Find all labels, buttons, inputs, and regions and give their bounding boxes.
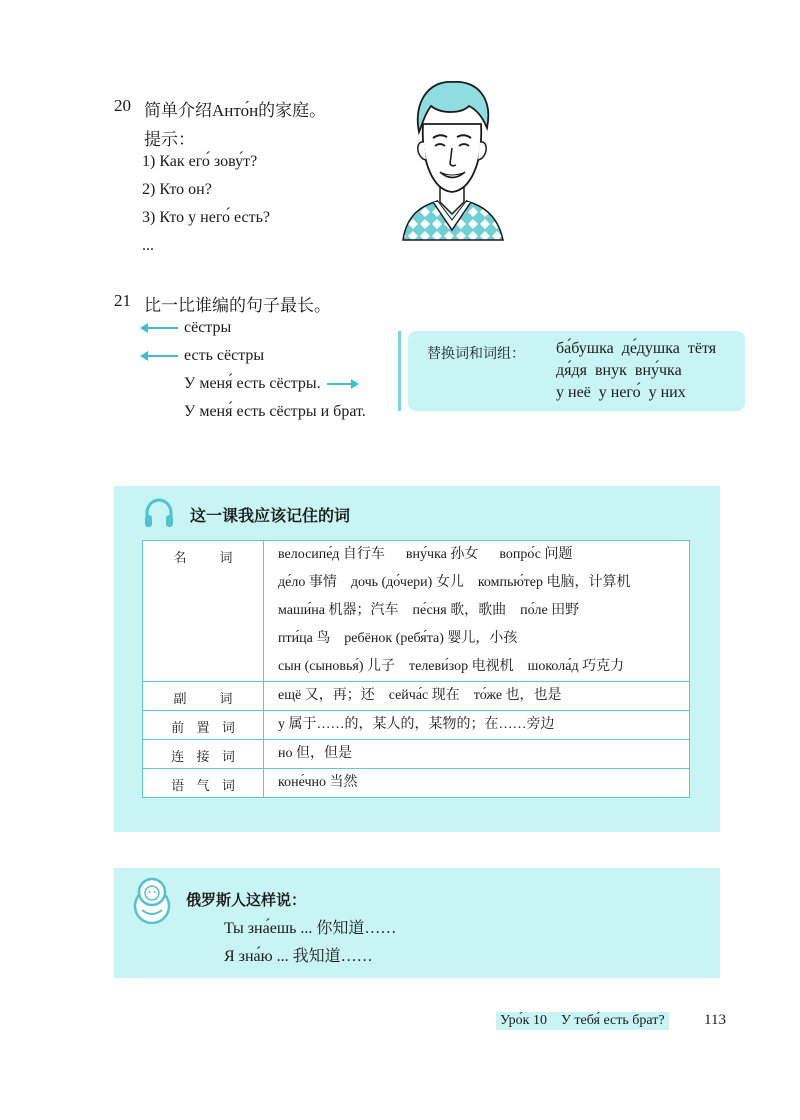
table-row — [143, 740, 690, 769]
vocab-line: но 但，但是 — [278, 746, 352, 761]
vocab-line: велосипе́д 自行车 вну́чка 孙女 вопро́с 问题 — [278, 547, 573, 562]
table-row — [143, 541, 690, 682]
words-cell — [264, 541, 690, 682]
substitution-row-1: ба́бушка де́душка тётя — [556, 340, 717, 357]
category-particle: 语 气 词 — [171, 779, 235, 794]
table-row — [143, 682, 690, 711]
question-20-item-3: 3) Кто у него́ есть? — [142, 209, 270, 226]
sentence-line-3 — [184, 375, 357, 393]
vocab-line: сын (сыновья́) 儿子 телеви́зор 电视机 шокола́д 巧克力 — [278, 659, 625, 674]
arrow-left-icon — [142, 355, 178, 357]
vocab-line: пти́ца 鸟 ребёнок (ребя́та) 婴儿，小孩 — [278, 631, 518, 646]
sentence-line-4: У меня́ есть сёстры и брат. — [184, 403, 366, 420]
substitution-label: 替换词和词组： — [427, 346, 525, 362]
category-adverb: 副 词 — [173, 692, 233, 707]
headphones-icon — [142, 496, 176, 530]
vocab-line: маши́на 机器；汽车 пе́сня 歌，歌曲 по́ле 田野 — [278, 603, 580, 618]
russians-say-panel — [114, 868, 720, 978]
vocab-table — [142, 540, 690, 798]
substitution-divider — [398, 331, 401, 411]
page-number: 113 — [704, 1012, 726, 1028]
sentence-line-2 — [142, 347, 264, 365]
vocab-line: у 属于……的，某人的，某物的；在……旁边 — [278, 717, 555, 732]
table-row — [143, 711, 690, 740]
anton-portrait — [395, 62, 510, 252]
vocab-line: де́ло 事情 дочь (до́чери) 女儿 компью́тер 电脑，计算机 — [278, 575, 631, 590]
sentence-line-3-text: У меня́ есть сёстры. — [184, 375, 321, 392]
table-row — [143, 769, 690, 798]
question-21-instruction: 比一比谁编的句子最长。 — [144, 296, 331, 315]
words-cell — [264, 740, 690, 769]
category-conjunction: 连 接 词 — [171, 750, 235, 765]
footer-lesson-title: Уро́к 10 У тебя́ есть брат? — [496, 1012, 669, 1030]
category-cell — [143, 769, 264, 798]
question-20-item-2: 2) Кто он? — [142, 181, 212, 198]
substitution-row-2: дя́дя внук вну́чка — [556, 362, 682, 379]
category-preposition: 前 置 词 — [171, 721, 235, 736]
category-cell — [143, 682, 264, 711]
russians-say-title: 俄罗斯人这样说： — [186, 891, 307, 909]
question-20-instruction: 简单介绍Анто́н的家庭。 — [144, 101, 327, 120]
question-20-ellipsis: ... — [142, 237, 154, 254]
question-20-item-1: 1) Как его́ зову́т? — [142, 153, 258, 170]
vocab-line: ещё 又，再；还 сейча́с 现在 то́же 也，也是 — [278, 688, 562, 703]
matryoshka-icon — [132, 876, 172, 924]
russians-say-line-2: Я зна́ю ... 我知道…… — [224, 948, 373, 965]
vocab-line: коне́чно 当然 — [278, 775, 358, 790]
arrow-right-icon — [327, 383, 357, 385]
category-noun: 名 词 — [173, 551, 233, 566]
category-cell — [143, 740, 264, 769]
words-cell — [264, 769, 690, 798]
arrow-left-icon — [142, 327, 178, 329]
words-cell — [264, 711, 690, 740]
vocab-title: 这一课我应该记住的词 — [190, 506, 351, 525]
question-20-hint-label: 提示： — [144, 130, 195, 149]
question-21-number: 21 — [114, 291, 131, 310]
words-cell — [264, 682, 690, 711]
vocab-panel — [114, 486, 720, 832]
sentence-line-2-text: есть сёстры — [184, 347, 265, 364]
question-20-number: 20 — [114, 96, 131, 115]
category-cell — [143, 711, 264, 740]
substitution-row-3: у неё у него́ у них — [556, 384, 686, 401]
category-cell — [143, 541, 264, 682]
russians-say-line-1: Ты зна́ешь ... 你知道…… — [224, 920, 397, 937]
sentence-line-1 — [142, 319, 231, 337]
sentence-line-1-text: сёстры — [184, 319, 232, 336]
